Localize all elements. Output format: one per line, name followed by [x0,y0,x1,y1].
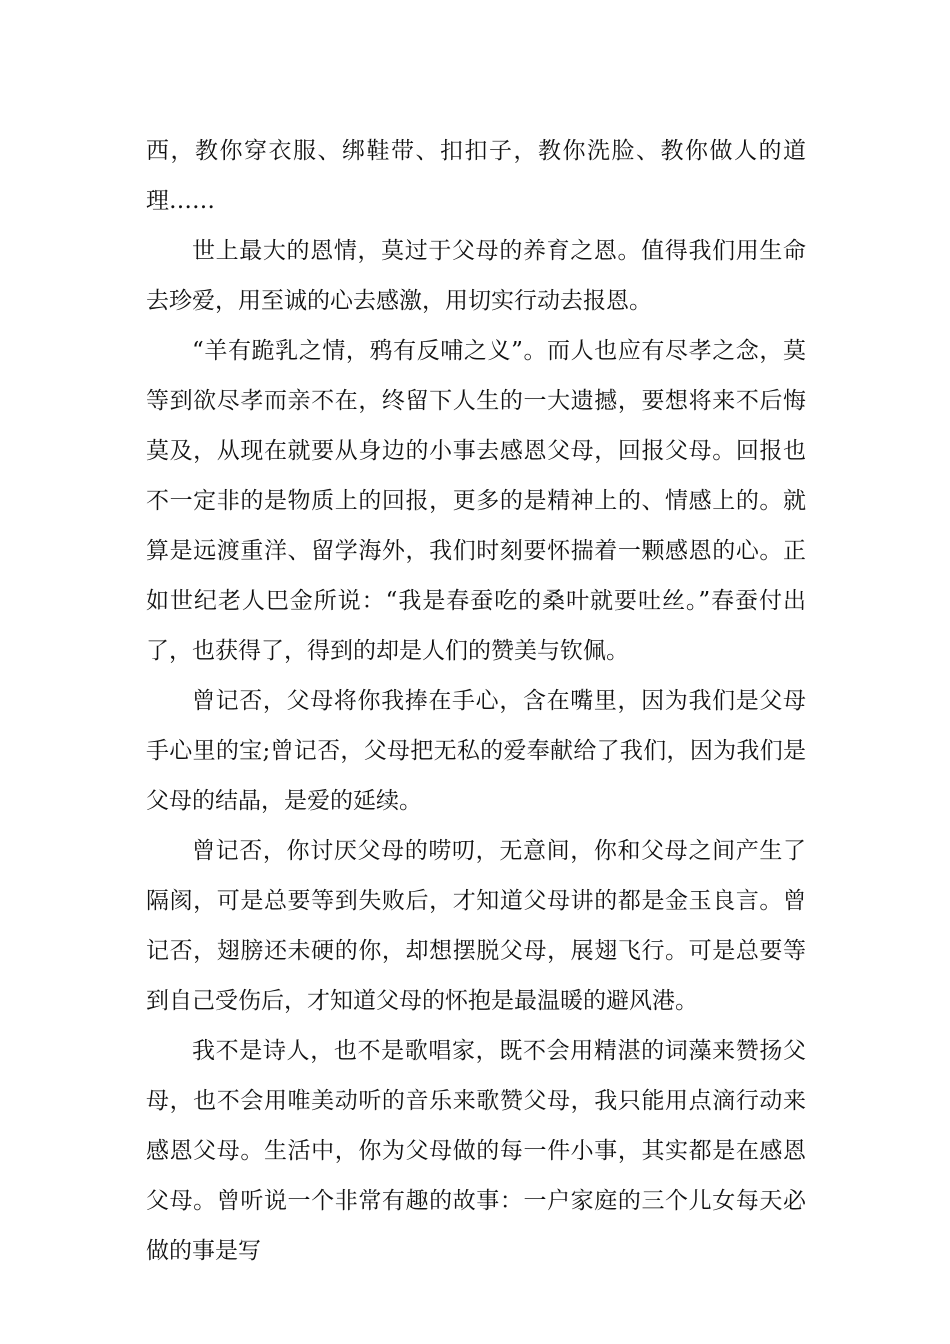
paragraph-5: 曾记否，你讨厌父母的唠叨，无意间，你和父母之间产生了隔阂，可是总要等到失败后，才知道父母讲的都是金玉良言。曾记否，翅膀还未硬的你，却想摆脱父母，展翅飞行。可是总要等到自己受伤后，才知道父母的怀抱是最温暖的避风港。 [146,838,806,1014]
paragraph-4: 曾记否，父母将你我捧在手心，含在嘴里，因为我们是父母手心里的宝;曾记否，父母把无私的爱奉献给了我们，因为我们是父母的结晶，是爱的延续。 [146,688,806,814]
paragraph-2: 世上最大的恩情，莫过于父母的养育之恩。值得我们用生命去珍爱，用至诚的心去感激，用切实行动去报恩。 [146,238,806,314]
paragraph-1: 西，教你穿衣服、绑鞋带、扣扣子，教你洗脸、教你做人的道理…… [146,138,806,214]
paragraph-6: 我不是诗人，也不是歌唱家，既不会用精湛的词藻来赞扬父母，也不会用唯美动听的音乐来歌赞父母，我只能用点滴行动来感恩父母。生活中，你为父母做的每一件小事，其实都是在感恩父母。曾听说一个非常有趣的故事：一户家庭的三个儿女每天必做的事是写 [146,1038,806,1264]
document-body [146,126,806,1276]
paragraph-3: “羊有跪乳之情，鸦有反哺之义”。而人也应有尽孝之念，莫等到欲尽孝而亲不在，终留下人生的一大遗撼，要想将来不后悔莫及，从现在就要从身边的小事去感恩父母，回报父母。回报也不一定非的是物质上的回报，更多的是精神上的、情感上的。就算是远渡重洋、留学海外，我们时刻要怀揣着一颗感恩的心。正如世纪老人巴金所说：“我是春蚕吃的桑叶就要吐丝。”春蚕付出了，也获得了，得到的却是人们的赞美与钦佩。 [146,338,806,664]
